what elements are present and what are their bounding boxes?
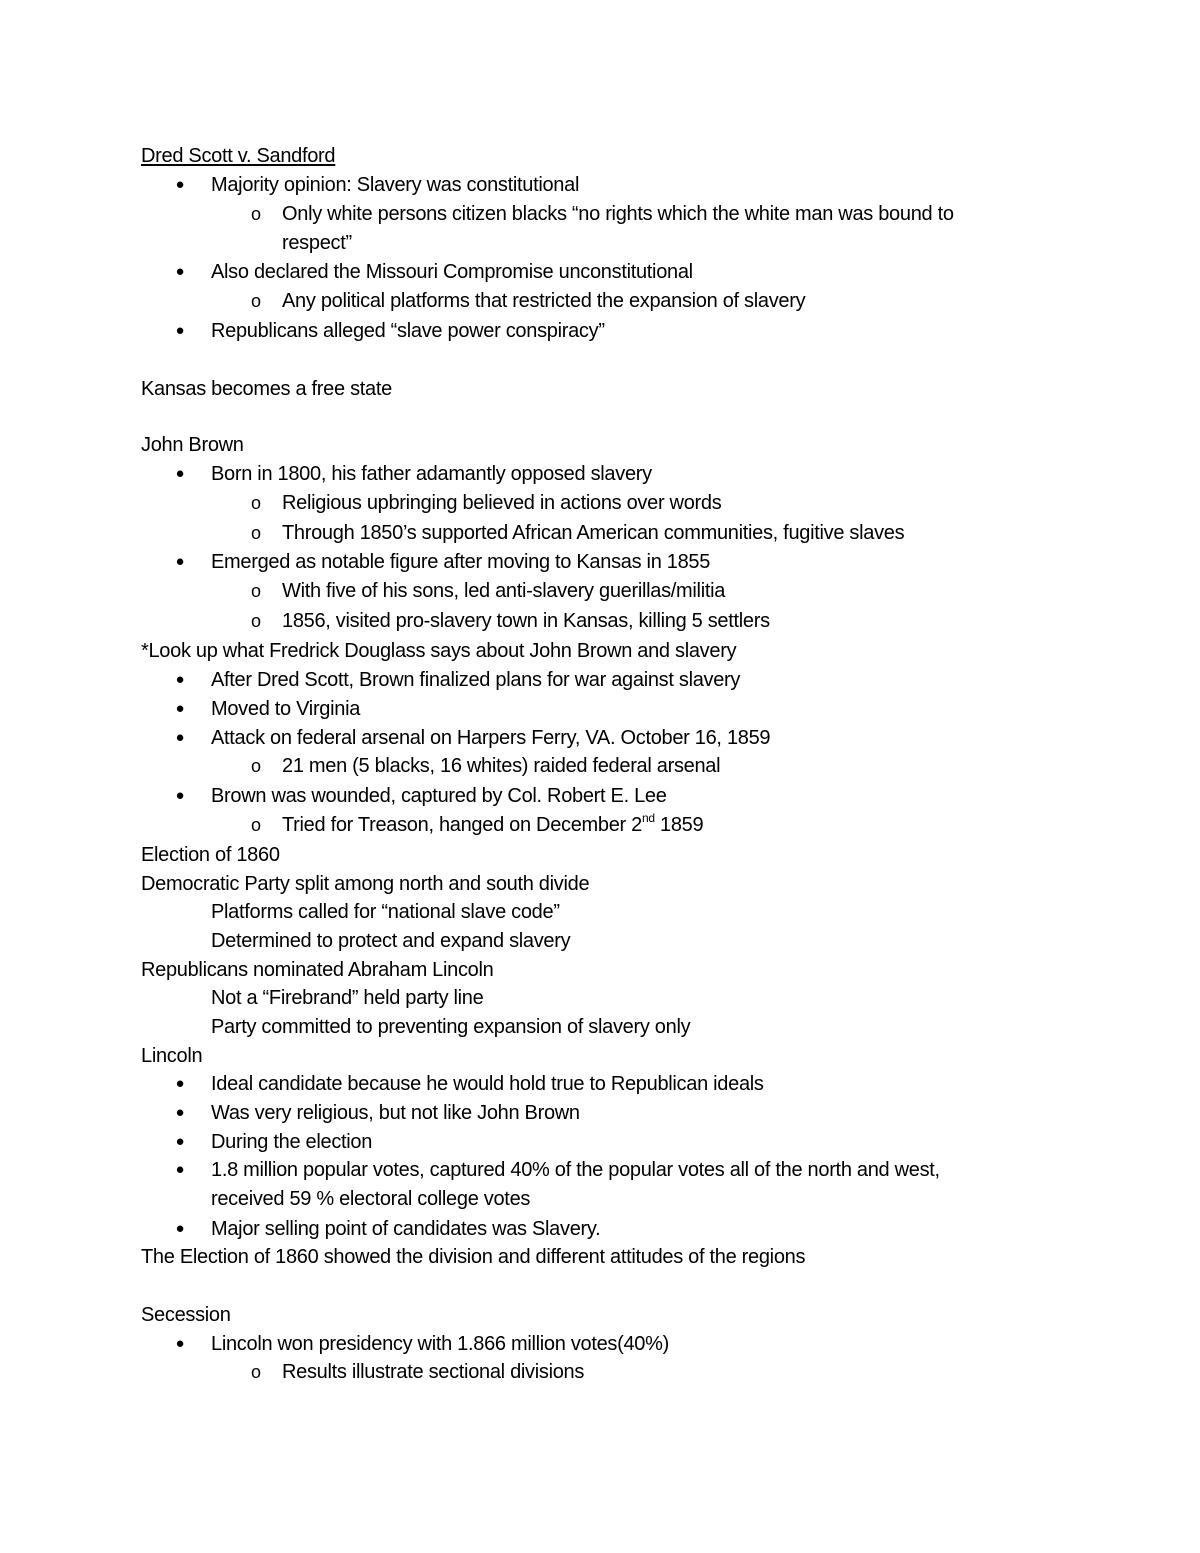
list-item: Born in 1800, his father adamantly opposed slavery xyxy=(211,463,652,485)
sub-list-item-continuation: respect” xyxy=(282,232,352,254)
bullet-icon: ● xyxy=(175,176,185,193)
list-item: Republicans alleged “slave power conspiracy” xyxy=(211,320,605,342)
note-line: *Look up what Fredrick Douglass says about John Brown and slavery xyxy=(141,640,737,662)
bullet-icon: ● xyxy=(175,1220,185,1237)
list-item: Ideal candidate because he would hold true to Republican ideals xyxy=(211,1073,764,1095)
text-line: Republicans nominated Abraham Lincoln xyxy=(141,959,494,981)
sub-bullet-icon: o xyxy=(250,581,261,601)
section-heading-election: Election of 1860 xyxy=(141,844,280,866)
sub-bullet-icon: o xyxy=(250,291,261,311)
bullet-icon: ● xyxy=(175,1075,185,1092)
list-item: During the election xyxy=(211,1131,373,1153)
text-segment: 1859 xyxy=(654,814,704,836)
bullet-icon: ● xyxy=(175,263,185,280)
section-heading-kansas: Kansas becomes a free state xyxy=(141,378,392,400)
list-item: Attack on federal arsenal on Harpers Ferry, VA. October 16, 1859 xyxy=(211,727,771,749)
list-item: 1.8 million popular votes, captured 40% of the popular votes all of the north and west, xyxy=(211,1159,940,1181)
sub-bullet-icon: o xyxy=(250,815,261,835)
bullet-icon: ● xyxy=(175,1104,185,1121)
bullet-icon: ● xyxy=(175,322,185,339)
superscript-ordinal: nd xyxy=(642,811,655,826)
bullet-icon: ● xyxy=(175,700,185,717)
bullet-icon: ● xyxy=(175,1335,185,1352)
sub-bullet-icon: o xyxy=(250,611,261,631)
list-item: Moved to Virginia xyxy=(211,698,361,720)
bullet-icon: ● xyxy=(175,671,185,688)
sub-bullet-icon: o xyxy=(250,1362,261,1382)
sub-bullet-icon: o xyxy=(250,204,261,224)
list-item: Emerged as notable figure after moving to Kansas in 1855 xyxy=(211,551,711,573)
list-item: Brown was wounded, captured by Col. Robert E. Lee xyxy=(211,785,667,807)
list-item: Majority opinion: Slavery was constitutional xyxy=(211,174,580,196)
sub-list-item: Only white persons citizen blacks “no rights which the white man was bound to xyxy=(282,203,954,225)
sub-bullet-icon: o xyxy=(250,493,261,513)
text-line: Democratic Party split among north and south divide xyxy=(141,873,590,895)
sub-list-item: With five of his sons, led anti-slavery guerillas/militia xyxy=(282,580,726,602)
list-item-continuation: received 59 % electoral college votes xyxy=(211,1188,531,1210)
indented-line: Party committed to preventing expansion of slavery only xyxy=(211,1016,691,1038)
sub-list-item: Through 1850’s supported African American communities, fugitive slaves xyxy=(282,522,905,544)
bullet-icon: ● xyxy=(175,553,185,570)
sub-list-item: Any political platforms that restricted the expansion of slavery xyxy=(282,290,806,312)
sub-list-item: Results illustrate sectional divisions xyxy=(282,1361,585,1383)
list-item: Major selling point of candidates was Slavery. xyxy=(211,1218,601,1240)
sub-list-item: 21 men (5 blacks, 16 whites) raided federal arsenal xyxy=(282,755,721,777)
list-item: Lincoln won presidency with 1.866 million votes(40%) xyxy=(211,1333,669,1355)
section-heading-lincoln: Lincoln xyxy=(141,1045,203,1067)
list-item: Also declared the Missouri Compromise unconstitutional xyxy=(211,261,693,283)
indented-line: Determined to protect and expand slavery xyxy=(211,930,571,952)
sub-list-item xyxy=(282,813,703,837)
sub-list-item: Religious upbringing believed in actions over words xyxy=(282,492,722,514)
bullet-icon: ● xyxy=(175,729,185,746)
sub-bullet-icon: o xyxy=(250,756,261,776)
bullet-icon: ● xyxy=(175,1133,185,1150)
bullet-icon: ● xyxy=(175,465,185,482)
sub-bullet-icon: o xyxy=(250,523,261,543)
bullet-icon: ● xyxy=(175,1161,185,1178)
indented-line: Not a “Firebrand” held party line xyxy=(211,987,484,1009)
summary-line: The Election of 1860 showed the division and different attitudes of the regions xyxy=(141,1246,806,1268)
text-segment: Tried for Treason, hanged on December 2 xyxy=(282,814,642,836)
section-heading-john-brown: John Brown xyxy=(141,434,244,456)
section-heading-secession: Secession xyxy=(141,1304,231,1326)
list-item: Was very religious, but not like John Brown xyxy=(211,1102,580,1124)
list-item: After Dred Scott, Brown finalized plans for war against slavery xyxy=(211,669,741,691)
sub-list-item: 1856, visited pro-slavery town in Kansas, killing 5 settlers xyxy=(282,610,770,632)
bullet-icon: ● xyxy=(175,787,185,804)
indented-line: Platforms called for “national slave code” xyxy=(211,901,560,923)
section-heading-dred-scott: Dred Scott v. Sandford xyxy=(141,145,336,167)
